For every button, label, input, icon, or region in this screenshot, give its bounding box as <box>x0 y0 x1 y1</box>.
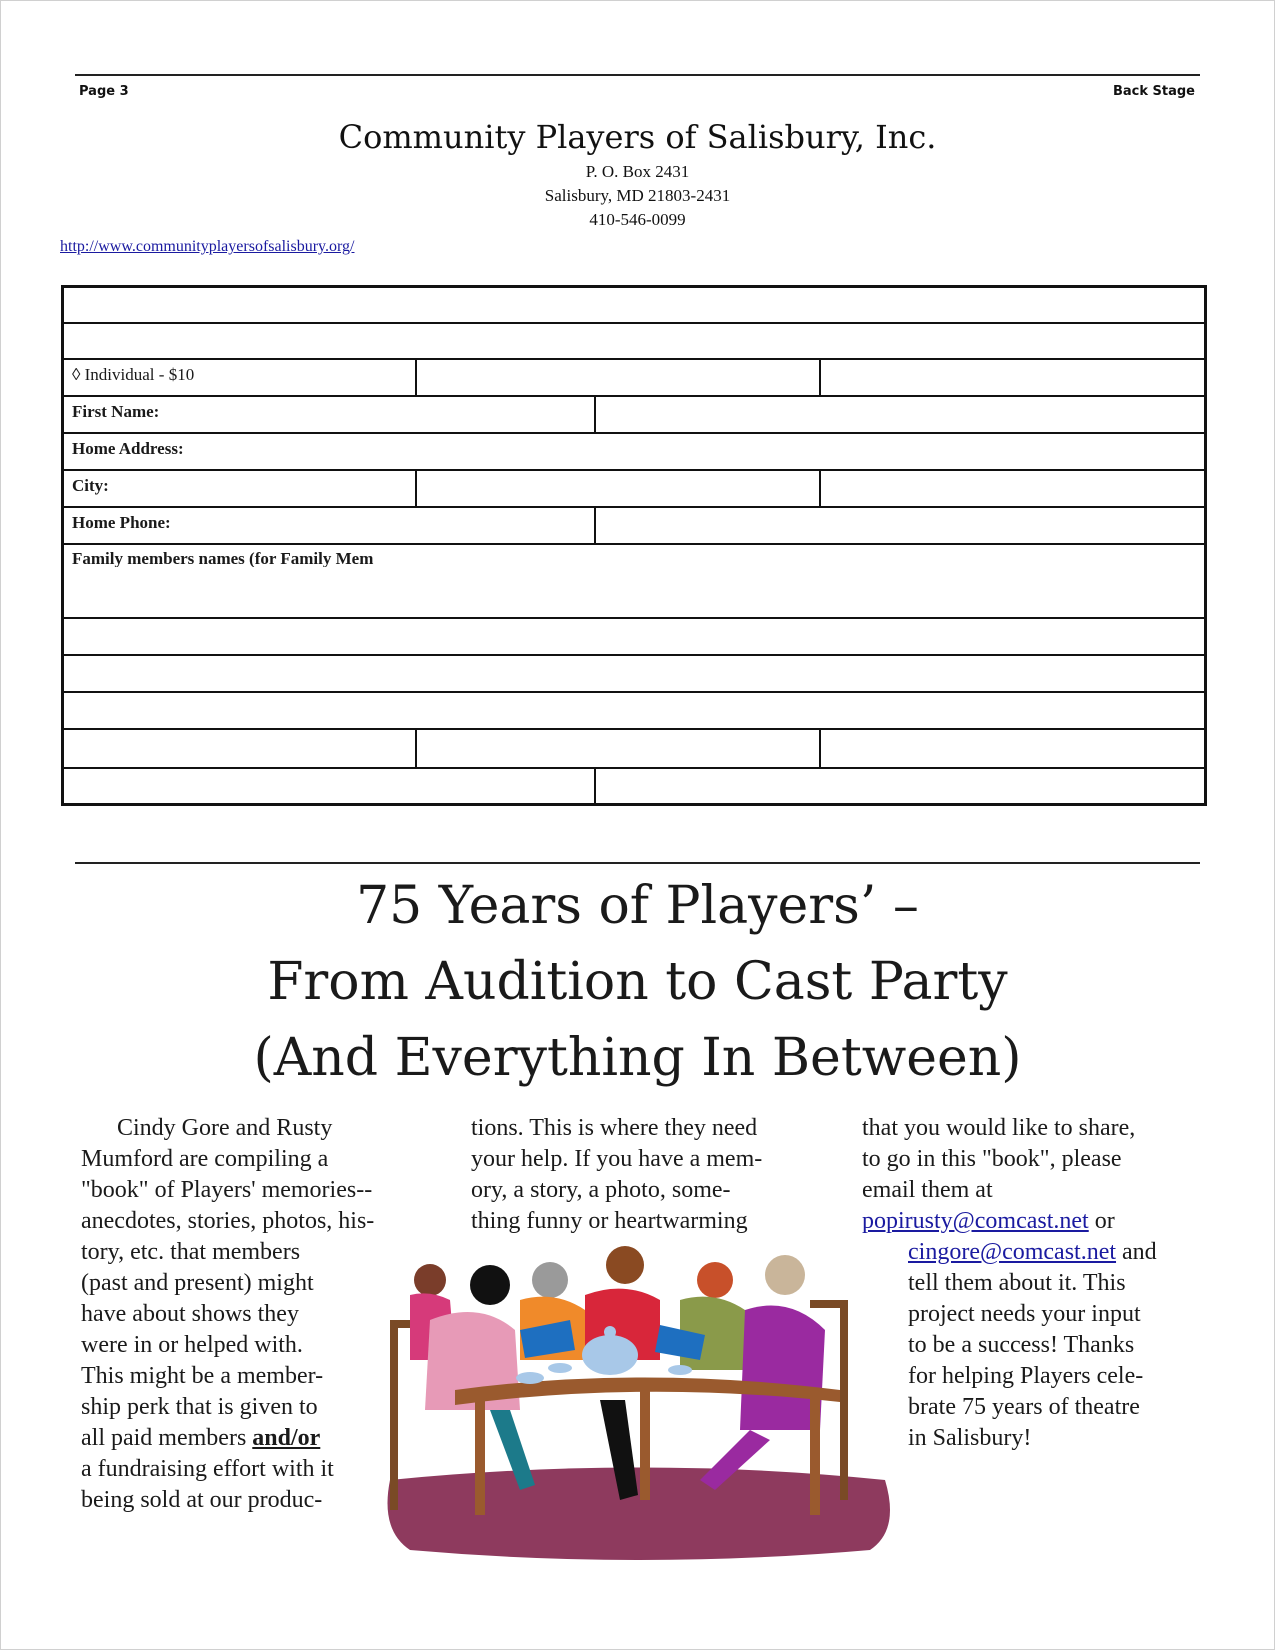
membership-option-blank[interactable] <box>415 360 819 395</box>
form-row-three-cols <box>64 728 1204 767</box>
person-head <box>697 1262 733 1298</box>
first-name-field[interactable]: First Name: <box>72 402 160 421</box>
chair-post <box>390 1320 398 1510</box>
text-line: "book" of Players' memories-- <box>81 1177 373 1203</box>
article-title-line1: 75 Years of Players’ – <box>356 876 919 936</box>
form-cell[interactable] <box>64 730 415 767</box>
form-cell[interactable] <box>64 656 1204 691</box>
header-rule <box>75 74 1200 76</box>
address-row <box>64 432 1204 469</box>
text-line: anecdotes, stories, photos, his- <box>81 1208 375 1234</box>
phone-field-blank[interactable] <box>594 508 1204 543</box>
text-line: for helping Players cele- <box>908 1363 1144 1389</box>
text-line: (past and present) might <box>81 1270 314 1296</box>
membership-form <box>61 285 1207 806</box>
chair-rail <box>810 1300 848 1308</box>
text-line: tell them about it. This <box>908 1270 1126 1296</box>
email-link-cingore[interactable]: cingore@comcast.net <box>908 1239 1117 1265</box>
email-link-popirusty[interactable]: popirusty@comcast.net <box>862 1208 1089 1234</box>
text-line: ship perk that is given to <box>81 1394 318 1420</box>
phone-number: 410-546-0099 <box>589 210 686 229</box>
text-line: being sold at our produc- <box>81 1487 323 1513</box>
state-field[interactable] <box>415 471 819 506</box>
teacup <box>668 1365 692 1375</box>
text-line: to be a success! Thanks <box>908 1332 1135 1358</box>
form-cell[interactable] <box>64 769 594 805</box>
home-phone-field[interactable]: Home Phone: <box>72 513 171 532</box>
text-line: thing funny or heartwarming <box>471 1208 748 1234</box>
city-state-zip: Salisbury, MD 21803-2431 <box>544 186 731 205</box>
form-row-blank <box>64 654 1204 691</box>
text-line: were in or helped with. <box>81 1332 303 1358</box>
text-line: have about shows they <box>81 1301 299 1327</box>
text-line: project needs your input <box>908 1301 1141 1327</box>
form-cell[interactable] <box>594 769 1204 805</box>
text-line: brate 75 years of theatre <box>908 1394 1140 1420</box>
chair-post <box>840 1300 848 1500</box>
form-cell[interactable] <box>64 324 1204 358</box>
article-title-line3: (And Everything In Between) <box>253 1028 1022 1088</box>
text-line: Cindy Gore and Rusty <box>117 1115 333 1141</box>
article-column-2 <box>471 1113 762 1237</box>
text-line: tions. This is where they need <box>471 1115 758 1141</box>
membership-type-row <box>64 358 1204 395</box>
text-line: in Salisbury! <box>908 1425 1032 1451</box>
membership-option-blank[interactable] <box>819 360 1204 395</box>
po-box: P. O. Box 2431 <box>585 162 690 181</box>
person-head <box>470 1265 510 1305</box>
zip-field[interactable] <box>819 471 1204 506</box>
person-head <box>414 1264 446 1296</box>
newsletter-section-label: Back Stage <box>1112 84 1195 99</box>
last-name-field[interactable] <box>594 397 1204 432</box>
form-row-blank <box>64 691 1204 728</box>
form-row-2 <box>64 322 1204 358</box>
text-line: to go in this "book", please <box>862 1146 1122 1172</box>
table-leg <box>810 1395 820 1515</box>
website-link[interactable]: http://www.communityplayersofsalisbury.org/ <box>60 238 355 255</box>
name-row <box>64 395 1204 432</box>
text-line: ory, a story, a photo, some- <box>471 1177 731 1203</box>
teapot-shape <box>582 1335 638 1375</box>
form-cell[interactable] <box>64 619 1204 654</box>
text-line <box>862 1206 1157 1237</box>
form-cell[interactable] <box>415 730 819 767</box>
text-fragment: all paid members <box>81 1425 247 1451</box>
text-line: a fundraising effort with it <box>81 1456 334 1482</box>
teapot-lid <box>604 1326 616 1338</box>
text-fragment: or <box>1088 1208 1115 1234</box>
article-title-line2: From Audition to Cast Party <box>267 952 1008 1012</box>
text-line: your help. If you have a mem- <box>471 1146 763 1172</box>
teacup <box>516 1372 544 1384</box>
person-head <box>606 1246 644 1284</box>
text-line: email them at <box>862 1177 993 1203</box>
table-leg <box>475 1400 485 1515</box>
article-rule <box>75 862 1200 864</box>
form-row-two-cols <box>64 767 1204 805</box>
person-head <box>765 1255 805 1295</box>
form-cell[interactable] <box>64 288 1204 322</box>
text-line <box>81 1423 374 1454</box>
home-address-field[interactable]: Home Address: <box>72 439 184 458</box>
people-at-tea-table-illustration <box>370 1240 910 1560</box>
article-column-1 <box>81 1113 374 1516</box>
text-line: that you would like to share, <box>862 1115 1136 1141</box>
city-field[interactable]: City: <box>72 476 109 495</box>
teacup <box>548 1363 572 1373</box>
city-row <box>64 469 1204 506</box>
family-members-row <box>64 543 1204 617</box>
text-fragment: and <box>1116 1239 1157 1265</box>
and-or-emphasis: and/or <box>252 1425 321 1451</box>
person-head <box>532 1262 568 1298</box>
text-line: tory, etc. that members <box>81 1239 301 1265</box>
text-line: Mumford are compiling a <box>81 1146 329 1172</box>
form-cell[interactable] <box>64 693 1204 728</box>
page-number: Page 3 <box>79 84 129 99</box>
table-leg <box>640 1390 650 1500</box>
phone-row <box>64 506 1204 543</box>
family-members-field[interactable]: Family members names (for Family Mem <box>72 549 374 567</box>
individual-membership-option[interactable]: ◊ Individual - $10 <box>72 365 195 384</box>
form-cell[interactable] <box>819 730 1204 767</box>
text-line: This might be a member- <box>81 1363 324 1389</box>
form-row-blank <box>64 617 1204 654</box>
form-row-1 <box>64 288 1204 322</box>
organization-name: Community Players of Salisbury, Inc. <box>338 118 937 156</box>
